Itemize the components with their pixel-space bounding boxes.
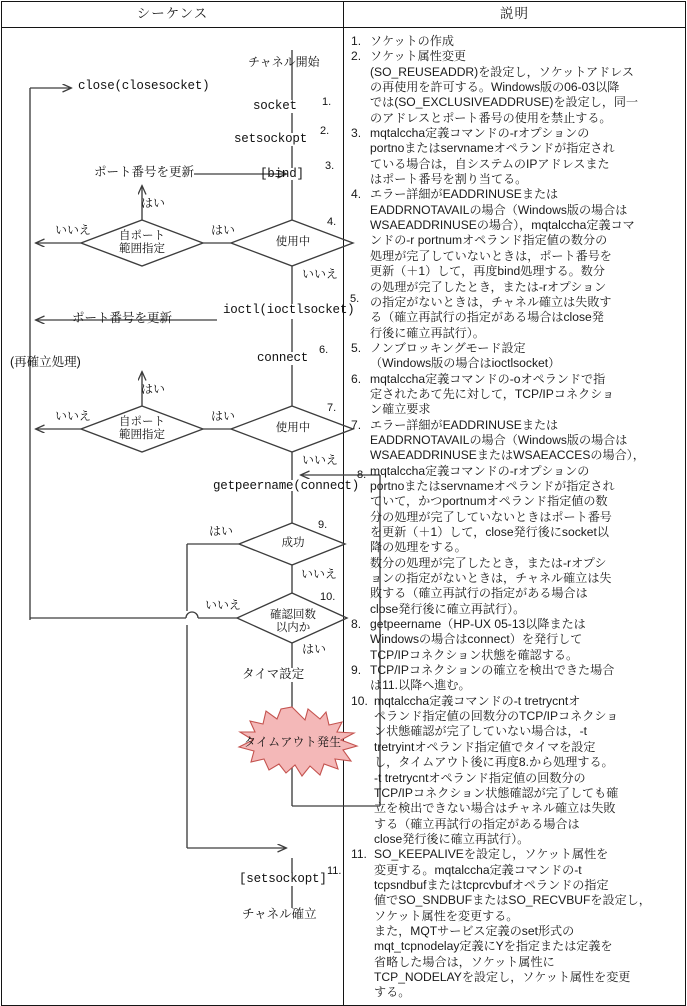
node-close: close(closesocket): [78, 79, 210, 93]
description-item-body: [370, 187, 679, 340]
description-item-marker: 11.: [351, 847, 367, 862]
description-item: [351, 372, 679, 418]
description-line: 値でSO_SNDBUFまたはSO_RECVBUFを設定し，: [374, 893, 651, 908]
description-cell: [344, 28, 686, 1006]
description-line: close発行後に確立再試行）。: [370, 601, 526, 616]
step-number-5: 5.: [350, 293, 360, 305]
description-line: エラー詳細がEADDRINUSEまたは: [370, 187, 559, 202]
header-description: 説明: [344, 2, 686, 28]
node-ioctl: ioctl(ioctlsocket): [223, 303, 355, 317]
description-item-body: [370, 34, 679, 49]
description-item-body: [374, 847, 679, 1000]
description-line: mqt_tcpnodelay定義にYを指定または定義を: [374, 939, 613, 954]
step-number-2: 2.: [320, 125, 330, 137]
header-sequence: シーケンス: [2, 2, 344, 28]
step-number-10: 10.: [320, 591, 336, 603]
description-line: の指定がないときは，チャネル確立は失敗す: [370, 294, 612, 309]
description-line: 処理が完了していないときは，ポート番号を: [370, 248, 612, 263]
description-item: [351, 617, 679, 663]
description-item-marker: 2.: [351, 49, 362, 64]
branch-no-2: いいえ: [302, 267, 339, 281]
node-socket: socket: [253, 99, 297, 113]
description-line: のアドレスとポート番号の使用を禁止する。: [370, 110, 612, 125]
description-line: TCP/IPコネクションの確立を検出できた場合: [370, 663, 615, 678]
decision-inuse-2: 使用中: [275, 422, 311, 434]
description-item-body: [370, 617, 679, 663]
description-list: [351, 34, 679, 1001]
branch-yes-6: はい: [302, 642, 327, 656]
spec-table: [1, 1, 686, 1006]
node-connect: connect: [257, 351, 309, 365]
description-line: ョンの指定がないときは，チャネル確立は失: [370, 571, 612, 586]
description-line: 省略した場合は，ソケット属性に: [374, 954, 555, 969]
label-channel-start: チャネル開始: [248, 55, 320, 69]
step-number-1: 1.: [322, 96, 332, 108]
description-line: -t tretrycntオペランド指定値の回数分の: [374, 770, 586, 785]
branch-no-6: いいえ: [205, 598, 242, 612]
description-item: [351, 847, 679, 1000]
description-item: [351, 49, 679, 126]
branch-yes-4: はい: [211, 409, 236, 423]
description-line: する（確立再試行の指定がある場合は: [374, 816, 580, 831]
label-update-port-2: ポート番号を更新: [72, 311, 173, 325]
description-item-marker: 4.: [351, 187, 362, 202]
table-body-row: [2, 28, 686, 1006]
node-setsockopt-end: [setsockopt]: [239, 872, 327, 886]
description-line: は11.以降へ進む。: [370, 678, 471, 693]
branch-yes-3: はい: [141, 382, 166, 396]
sequence-diagram: [2, 28, 386, 987]
table-header-row: [2, 2, 686, 28]
step-number-4: 4.: [327, 216, 337, 228]
description-line: EADDRNOTAVAILの場合（Windows版の場合は: [370, 432, 628, 447]
description-line: 変更する。mqtalccha定義コマンドの-t: [374, 862, 582, 877]
description-line: し，タイムアウト後に再度8.から処理する。: [374, 755, 614, 770]
description-line: る（確立再試行の指定がある場合はclose発: [370, 310, 604, 325]
node-bind: [bind]: [260, 167, 304, 181]
description-line: close発行後に確立再試行）。: [374, 831, 530, 846]
description-item-marker: 10.: [351, 693, 368, 708]
description-line: portnoまたはservnameオペランドが指定され: [370, 478, 615, 493]
step-number-6: 6.: [319, 344, 329, 356]
description-line: 立を検出できない場合はチャネル確立は失敗: [374, 801, 616, 816]
label-reestablish: (再確立処理): [10, 355, 81, 369]
description-line: では(SO_EXCLUSIVEADDRUSE)を設定し，同一: [370, 95, 639, 110]
label-channel-established: チャネル確立: [242, 907, 317, 921]
decision-retrycount-line1: 確認回数: [270, 609, 316, 621]
description-line: の処理が完了したとき，または-rオプション: [370, 279, 607, 294]
description-item-marker: 9.: [351, 663, 362, 678]
description-line: （Windows版の場合はioctlsocket）: [370, 356, 561, 371]
description-item-marker: 8.: [351, 617, 362, 632]
description-line: portnoまたはservnameオペランドが指定され: [370, 141, 615, 156]
decision-retrycount-line2: 以内か: [275, 622, 311, 634]
burst-label-timeout: タイムアウト発生: [244, 735, 342, 749]
branch-no-5: いいえ: [301, 567, 338, 581]
description-line: ペランド指定値の回数分のTCP/IPコネクショ: [374, 709, 619, 724]
description-item-marker: 6.: [351, 371, 362, 386]
description-line: ノンブロッキングモード設定: [370, 340, 526, 355]
decision-selfport-2-line1: 自ポート: [119, 416, 165, 428]
description-line: ソケットの作成: [370, 34, 454, 48]
description-line: 更新（＋1）して，再度bind処理する。数分: [370, 264, 605, 279]
description-line: tretryintオペランド指定値でタイマを設定: [374, 739, 596, 754]
description-item-body: [370, 49, 679, 126]
description-item: [351, 694, 679, 847]
description-line: TCP/IPコネクション状態を確認する。: [370, 647, 579, 662]
description-line: を更新（＋1）して，close発行後にsocket以: [370, 525, 609, 539]
description-line: TCP/IPコネクション状態確認が完了しても確: [374, 785, 619, 800]
description-line: mqtalccha定義コマンドの-rオプションの: [370, 463, 590, 478]
description-line: 敗する（確立再試行の指定がある場合は: [370, 586, 588, 601]
description-item-body: [374, 694, 679, 847]
description-item-marker: 7.: [351, 417, 362, 432]
step-number-8: 8.: [357, 469, 367, 481]
branch-yes-2: はい: [211, 223, 236, 237]
description-line: WSAEADDRINUSEの場合），mqtalccha定義コマ: [370, 218, 635, 233]
branch-yes-5: はい: [209, 524, 234, 538]
step-number-7: 7.: [327, 402, 337, 414]
description-line: エラー詳細がEADDRINUSEまたは: [370, 417, 559, 432]
decision-selfport-1-line2: 範囲指定: [119, 243, 165, 255]
description-line: する。: [374, 985, 411, 1000]
description-line: mqtalccha定義コマンドの-rオプションの: [370, 126, 590, 141]
description-item-body: [370, 341, 679, 372]
description-line: tcpsndbufまたはtcprcvbufオペランドの指定: [374, 877, 609, 892]
description-line: はポート番号を割り当てる。: [370, 172, 528, 187]
step-number-11: 11.: [327, 865, 342, 877]
description-item: [351, 34, 679, 49]
description-line: WSAEADDRINUSEまたはWSAEACCESの場合），: [370, 448, 645, 463]
branch-no-3: いいえ: [55, 409, 92, 423]
description-item-marker: 5.: [351, 340, 362, 355]
description-line: Windowsの場合はconnect）を発行して: [370, 632, 583, 647]
description-line: 行後に確立再試行）。: [370, 325, 485, 340]
branch-no-1: いいえ: [55, 223, 92, 237]
description-line: EADDRNOTAVAILの場合（Windows版の場合は: [370, 202, 628, 217]
decision-selfport-1-line1: 自ポート: [119, 230, 165, 242]
description-item: [351, 126, 679, 187]
description-item: [351, 187, 679, 340]
description-item-body: [370, 126, 679, 187]
description-line: ン確立要求: [370, 402, 431, 417]
description-item-body: [370, 663, 679, 694]
description-line: また，MQTサービス定義のset形式の: [374, 923, 575, 938]
description-line: の再使用を許可する。Windows版の06-03以降: [370, 80, 620, 95]
description-item-marker: 1.: [351, 34, 362, 48]
description-item-body: [370, 418, 679, 617]
description-line: TCP_NODELAYを設定し，ソケット属性を変更: [374, 969, 631, 984]
description-item-marker: 3.: [351, 126, 362, 141]
decision-selfport-2-line2: 範囲指定: [119, 429, 165, 441]
description-line: (SO_REUSEADDR)を設定し，ソケットアドレス: [370, 64, 634, 79]
description-line: ていて，かつportnumオペランド指定値の数: [370, 494, 608, 509]
description-item-body: [370, 372, 679, 418]
description-line: mqtalccha定義コマンドの-oオペランドで指: [370, 371, 606, 386]
description-list-wrap: [344, 28, 685, 1005]
description-line: getpeername（HP-UX 05-13以降または: [370, 617, 586, 632]
description-item: [351, 663, 679, 694]
description-item: [351, 341, 679, 372]
sequence-cell: [2, 28, 367, 1006]
step-number-9: 9.: [318, 519, 328, 531]
description-line: mqtalccha定義コマンドの-t tretrycntオ: [374, 693, 581, 708]
label-timer-set: タイマ設定: [242, 667, 305, 681]
description-line: ン状態確認が完了していない場合は，-t: [374, 724, 587, 739]
decision-inuse-1: 使用中: [275, 236, 311, 248]
branch-yes-1: はい: [141, 196, 166, 210]
step-number-3: 3.: [325, 160, 335, 172]
description-line: 分の処理が完了していないときはポート番号: [370, 509, 612, 524]
description-line: 定されたあて先に対して，TCP/IPコネクショ: [370, 386, 615, 401]
label-update-port-1: ポート番号を更新: [94, 165, 195, 179]
node-getpeername: getpeername(connect): [213, 479, 360, 493]
description-line: 降の処理をする。: [370, 540, 467, 555]
description-line: ンドの-r portnumオペランド指定値の数分の: [370, 233, 608, 248]
description-line: ソケット属性を変更する。: [374, 908, 519, 923]
description-item: [351, 418, 679, 617]
document-page: [0, 1, 687, 1000]
decision-success: 成功: [281, 537, 305, 549]
description-line: ている場合は，自システムのIPアドレスまた: [370, 156, 610, 171]
description-line: ソケット属性変更: [370, 49, 467, 64]
node-setsockopt: setsockopt: [234, 132, 308, 146]
description-line: 数分の処理が完了したとき，または-rオプシ: [370, 555, 607, 570]
branch-no-4: いいえ: [302, 453, 339, 467]
description-line: SO_KEEPALIVEを設定し，ソケット属性を: [374, 847, 609, 862]
